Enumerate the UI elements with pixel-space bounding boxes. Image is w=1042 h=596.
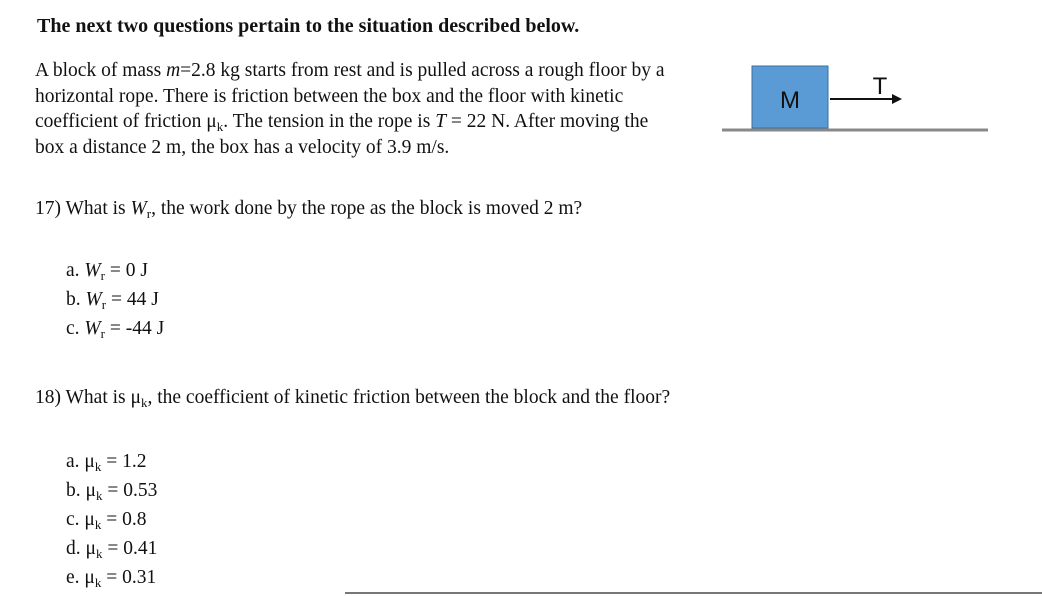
block-label: M bbox=[780, 87, 800, 114]
bottom-divider bbox=[345, 592, 1042, 594]
q18-option-d[interactable]: d. $\mu_k = 0.41$ bbox=[66, 538, 158, 561]
q18-option-e[interactable]: e. $\mu_k = 0.31$ bbox=[66, 567, 157, 590]
tension-label: T bbox=[872, 73, 888, 100]
q18-option-c[interactable]: c. $\mu_k = 0.8$ bbox=[66, 509, 147, 532]
q18-option-b[interactable]: b. $\mu_k = 0.53$ bbox=[66, 480, 158, 503]
block-diagram bbox=[722, 62, 992, 142]
q17-option-a[interactable]: a. $W_r = 0$ J bbox=[66, 260, 148, 283]
q17-option-b[interactable]: b. $W_r = 44$ J bbox=[66, 289, 159, 312]
section-heading: The next two questions pertain to the situation described below. bbox=[37, 15, 580, 37]
problem-line-1: A block of mass m=2.8 kg starts from rest and is pulled across a rough floor by a bbox=[35, 60, 665, 81]
q17-option-c[interactable]: c. $W_r = -44$ J bbox=[66, 318, 165, 341]
tension-arrowhead bbox=[892, 94, 902, 104]
problem-line-4: box a distance 2 m, the box has a velocity of 3.9 m/s. bbox=[35, 136, 450, 158]
q18-option-a[interactable]: a. $\mu_k = 1.2$ bbox=[66, 451, 147, 474]
problem-line-3: coefficient of friction $\mu_k$. The tension in the rope is T = 22 N. After moving the bbox=[35, 111, 649, 134]
question-18: 18) What is $\mu_k$, the coefficient of kinetic friction between the block and the floor? bbox=[35, 387, 671, 410]
problem-statement bbox=[35, 58, 664, 160]
question-17: 17) What is $W_r$, the work done by the rope as the block is moved 2 m? bbox=[35, 198, 583, 221]
problem-line-2: horizontal rope. There is friction between the box and the floor with kinetic bbox=[35, 85, 624, 107]
